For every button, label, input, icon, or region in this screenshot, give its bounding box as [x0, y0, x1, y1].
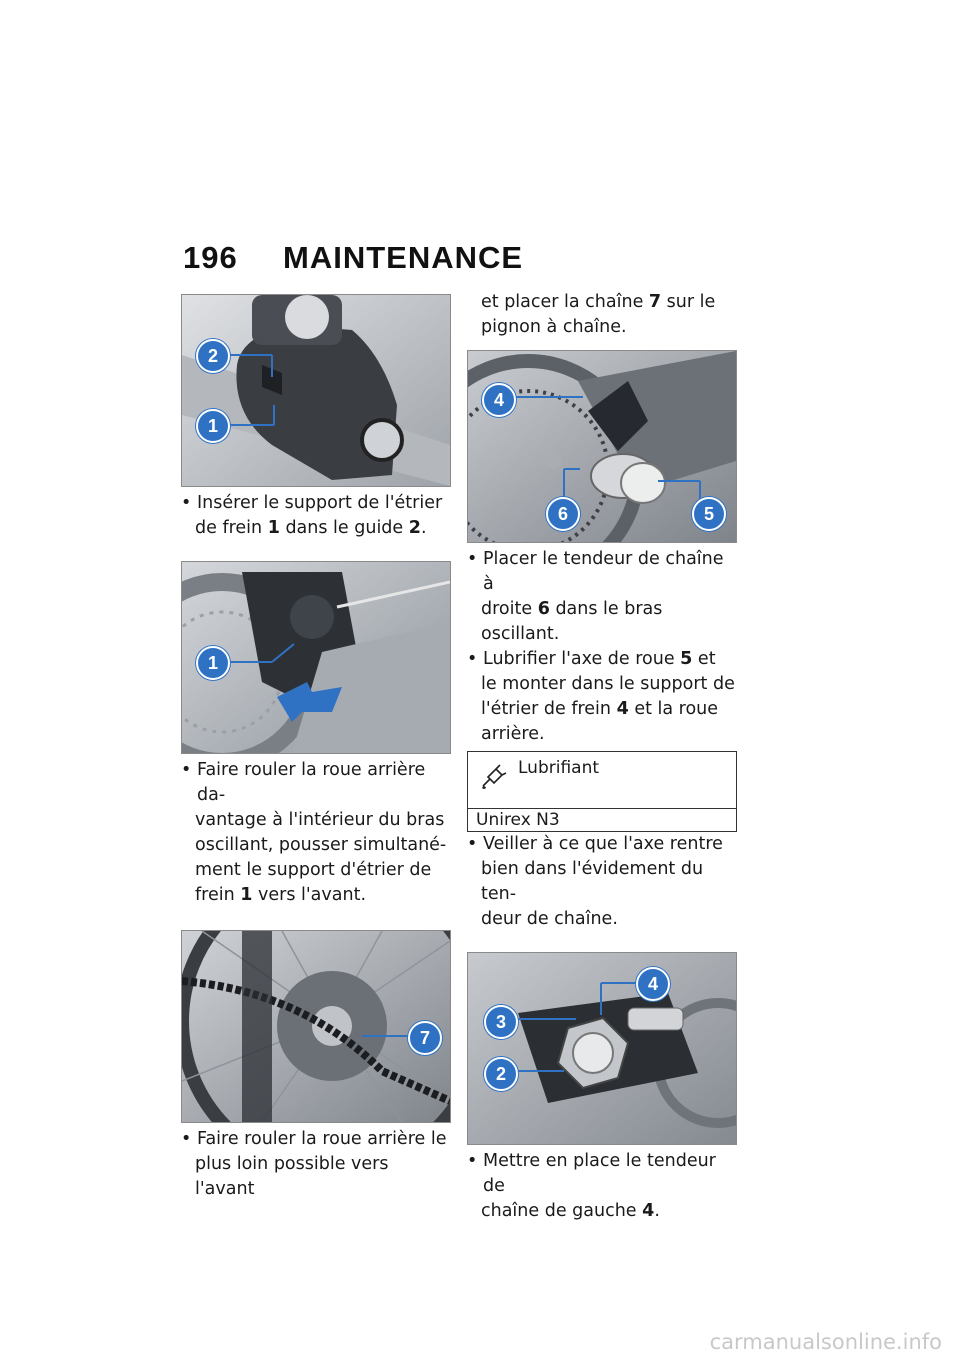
step-insert-bracket — [181, 491, 451, 541]
callout-3: 3 — [484, 1005, 518, 1039]
text-run: et la roue — [628, 699, 719, 719]
step-line: vantage à l'intérieur du bras — [195, 810, 445, 830]
text-run: Lubrifier l'axe de roue — [483, 649, 681, 669]
step-line: • Mettre en place le tendeur de — [467, 1149, 737, 1199]
callout-4: 4 — [482, 383, 516, 417]
grease-gun-icon — [480, 764, 510, 790]
step-line: oscillant, pousser simultané- — [195, 835, 447, 855]
step-lubricate-axle — [467, 647, 737, 747]
text-run: sur le — [661, 292, 716, 312]
step-roll-wheel-forward — [181, 1127, 451, 1202]
text-run: et placer la chaîne — [481, 292, 649, 312]
text-run: dans le guide — [279, 518, 409, 538]
ref-number: 5 — [680, 649, 693, 669]
photo-chain-adjuster-right — [467, 350, 737, 543]
ref-number: 1 — [240, 885, 253, 905]
text-run: de frein — [195, 518, 268, 538]
right-column — [467, 290, 737, 1224]
callout-7: 7 — [408, 1021, 442, 1055]
text-run: droite — [481, 599, 538, 619]
text-run: . — [654, 1201, 660, 1221]
step-line — [181, 883, 451, 908]
step-line — [467, 597, 737, 647]
lubricant-value: Unirex N3 — [476, 810, 560, 830]
step-check-axle — [467, 832, 737, 932]
text-run: frein — [195, 885, 241, 905]
step-line — [181, 516, 451, 541]
photo-brake-caliper-guide — [181, 294, 451, 487]
step-line: deur de chaîne. — [481, 909, 618, 929]
text-run: . — [420, 518, 427, 538]
step-place-adjuster — [467, 547, 737, 647]
ref-number: 1 — [267, 518, 280, 538]
watermark: carmanualsonline.info — [709, 1330, 942, 1354]
callout-1: 1 — [196, 646, 230, 680]
ref-number: 2 — [408, 518, 421, 538]
callout-2: 2 — [196, 339, 230, 373]
page-header — [183, 240, 523, 276]
ref-number: 4 — [642, 1201, 655, 1221]
page-number: 196 — [183, 240, 238, 275]
left-column — [181, 294, 451, 1202]
section-title: MAINTENANCE — [283, 240, 524, 275]
step-roll-wheel-inside — [181, 758, 451, 908]
photo-caliper-push-forward — [181, 561, 451, 754]
callout-2: 2 — [484, 1057, 518, 1091]
step-line — [467, 290, 737, 315]
callout-5: 5 — [692, 497, 726, 531]
step-line: • Faire rouler la roue arrière da- — [181, 758, 451, 808]
photo-illustration — [468, 953, 736, 1144]
step-line: • Veiller à ce que l'axe rentre — [467, 832, 737, 857]
text-run: chaîne de gauche — [481, 1201, 643, 1221]
step-line: pignon à chaîne. — [481, 317, 627, 337]
photo-illustration — [182, 295, 450, 486]
step-line — [467, 697, 737, 722]
text-run: l'étrier de frein — [481, 699, 617, 719]
photo-illustration — [182, 931, 450, 1122]
lubricant-header — [468, 752, 736, 809]
step-line: le monter dans le support de — [481, 674, 735, 694]
lubricant-table — [467, 751, 737, 832]
step-line: • Faire rouler la roue arrière le — [181, 1127, 451, 1152]
ref-number: 4 — [616, 699, 629, 719]
photo-rear-wheel-chain — [181, 930, 451, 1123]
ref-number: 6 — [537, 599, 550, 619]
step-line: plus loin possible vers l'avant — [195, 1154, 389, 1199]
step-line: bien dans l'évidement du ten- — [481, 859, 704, 904]
step-fit-left-adjuster — [467, 1149, 737, 1224]
step-line: ment le support d'étrier de — [195, 860, 432, 880]
ref-number: 7 — [648, 292, 662, 312]
step-line — [467, 647, 737, 672]
text-run: dans le bras oscillant. — [481, 599, 663, 644]
text-run: et — [692, 649, 716, 669]
text-run: vers l'avant. — [252, 885, 367, 905]
lubricant-label: Lubrifiant — [518, 758, 600, 778]
step-line: arrière. — [481, 724, 545, 744]
step-line: • Insérer le support de l'étrier — [181, 491, 451, 516]
callout-4: 4 — [636, 967, 670, 1001]
step-place-chain — [467, 290, 737, 340]
photo-chain-adjuster-left — [467, 952, 737, 1145]
step-line: • Placer le tendeur de chaîne à — [467, 547, 737, 597]
callout-1: 1 — [196, 409, 230, 443]
step-line — [467, 1199, 737, 1224]
callout-6: 6 — [546, 497, 580, 531]
